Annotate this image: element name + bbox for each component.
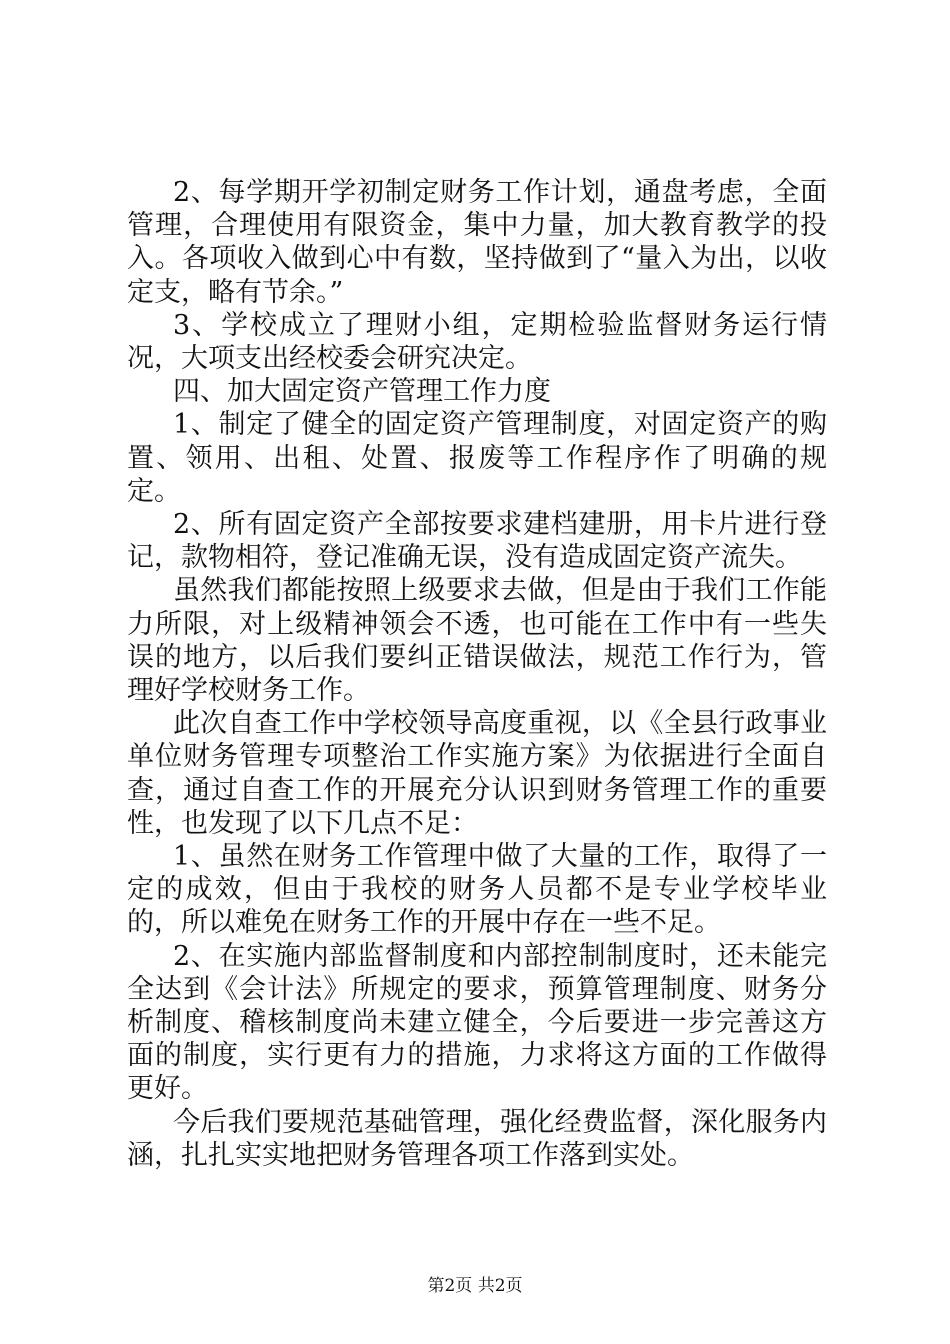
paragraph-shortcoming-1: 1、虽然在财务工作管理中做了大量的工作，取得了一定的成效，但由于我校的财务人员都不是专业学校毕业的，所以难免在财务工作的开展中存在一些不足。: [127, 841, 827, 939]
paragraph-asset-rules: 1、制定了健全的固定资产管理制度，对固定资产的购置、领用、出租、处置、报废等工作程序作了明确的规定。: [127, 409, 827, 507]
document-body: [127, 176, 827, 1172]
paragraph-budget-plan: 2、每学期开学初制定财务工作计划，通盘考虑，全面管理，合理使用有限资金，集中力量，加大教育教学的投入。各项收入做到心中有数，坚持做到了“量入为出，以收定支，略有节余。”: [127, 177, 827, 308]
paragraph-shortcoming-2: 2、在实施内部监督制度和内部控制制度时，还未能完全达到《会计法》所规定的要求，预算管理制度、财务分析制度、稽核制度尚未建立健全，今后要进一步完善这方面的制度，实行更有力的措施，力求将这方面的工作做得更好。: [127, 940, 827, 1105]
paragraph-self-inspection: 此次自查工作中学校领导高度重视，以《全县行政事业单位财务管理专项整治工作实施方案》为依据进行全面自查，通过自查工作的开展充分认识到财务管理工作的重要性，也发现了以下几点不足：: [127, 708, 827, 839]
paragraph-finance-group: 3、学校成立了理财小组，定期检验监督财务运行情况，大项支出经校委会研究决定。: [127, 309, 827, 375]
section-heading-fixed-assets: 四、加大固定资产管理工作力度: [173, 376, 551, 408]
page-number-footer: 第2页 共2页: [427, 1276, 523, 1296]
paragraph-conclusion: 今后我们要规范基础管理，强化经费监督，深化服务内涵，扎扎实实地把财务管理各项工作落到实处。: [127, 1106, 827, 1171]
paragraph-asset-records: 2、所有固定资产全部按要求建档建册，用卡片进行登记，款物相符，登记准确无误，没有造成固定资产流失。: [127, 509, 827, 574]
paragraph-shortcomings-intro: 虽然我们都能按照上级要求去做，但是由于我们工作能力所限，对上级精神领会不透，也可能在工作中有一些失误的地方，以后我们要纠正错误做法，规范工作行为，管理好学校财务工作。: [127, 575, 827, 707]
